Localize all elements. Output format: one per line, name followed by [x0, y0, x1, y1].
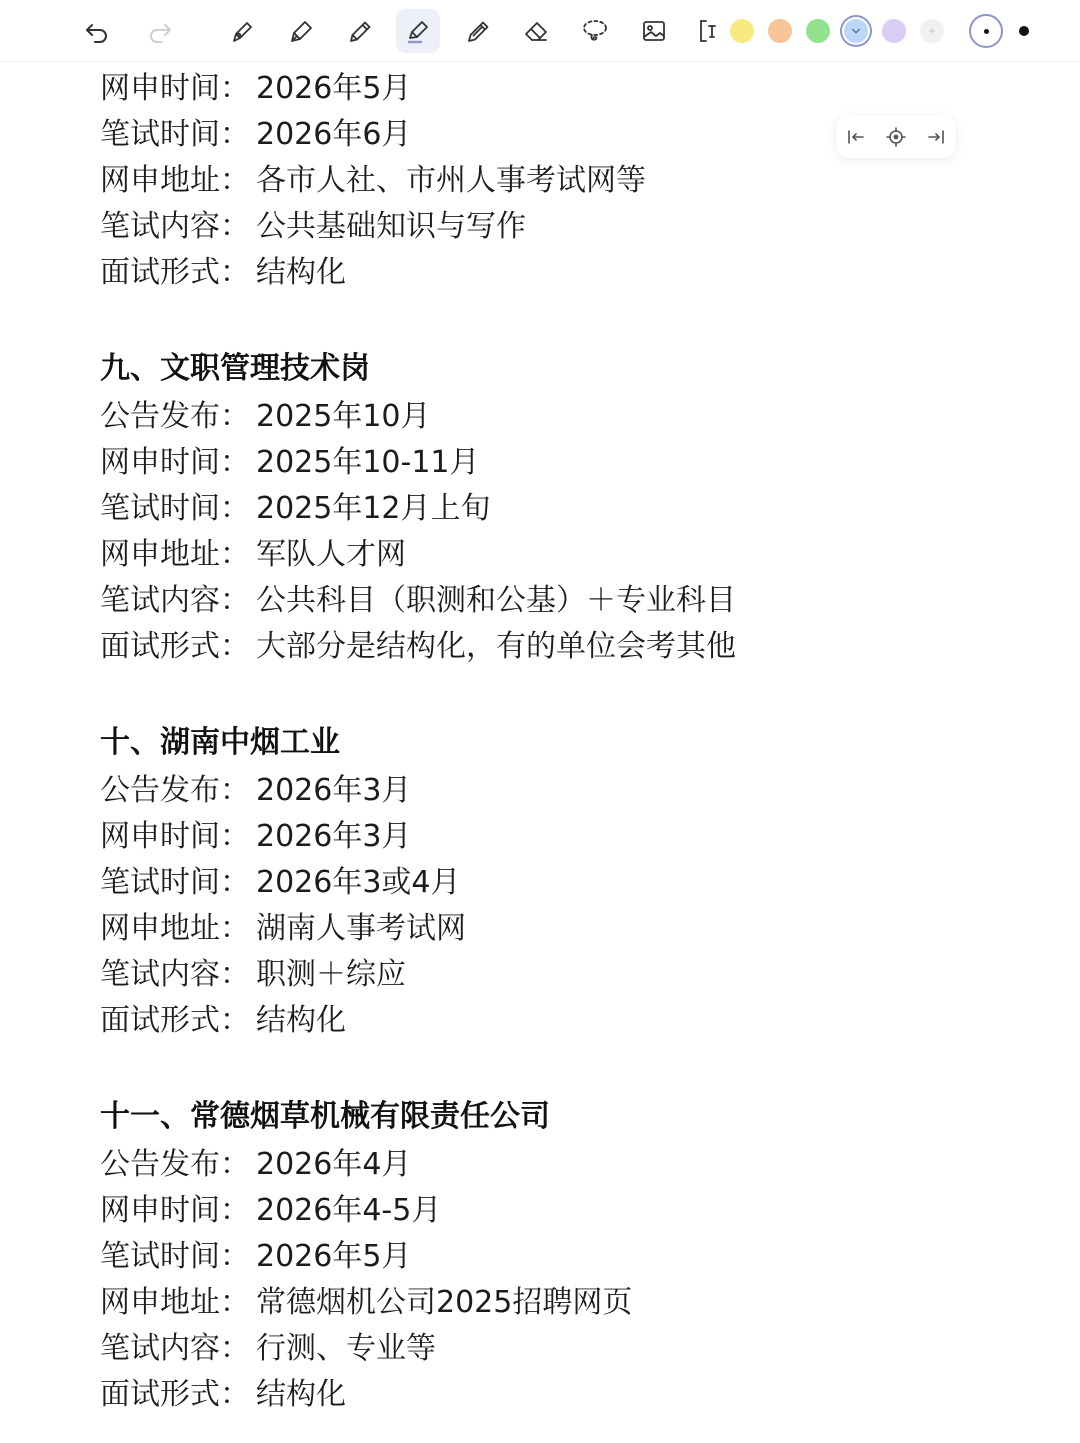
- fountain-pen-icon[interactable]: [279, 9, 323, 53]
- redo-icon[interactable]: [138, 9, 182, 53]
- section-heading: 十、湖南中烟工业: [100, 725, 340, 760]
- info-line: 面试形式： 大部分是结构化，有的单位会考其他: [100, 629, 736, 664]
- color-swatch-green[interactable]: [806, 19, 830, 43]
- info-line: 笔试时间： 2025年12月上旬: [100, 491, 491, 526]
- sparkle-icon: [927, 26, 937, 36]
- info-line: 笔试内容： 职测＋综应: [100, 957, 406, 992]
- note-content[interactable]: [100, 66, 1020, 1418]
- info-line: 笔试时间： 2026年6月: [100, 117, 412, 152]
- color-swatch-yellow[interactable]: [730, 19, 754, 43]
- lasso-icon[interactable]: [573, 9, 617, 53]
- image-icon[interactable]: [632, 9, 676, 53]
- text-box-icon[interactable]: [686, 9, 730, 53]
- info-line: 网申时间： 2025年10-11月: [100, 445, 480, 480]
- color-swatch-custom[interactable]: [920, 19, 944, 43]
- toolbar: [0, 0, 1080, 62]
- info-line: 笔试时间： 2026年5月: [100, 1239, 412, 1274]
- color-swatch-purple[interactable]: [882, 19, 906, 43]
- chevron-down-icon: [851, 26, 861, 36]
- info-line: 笔试内容： 公共科目（职测和公基）＋专业科目: [100, 583, 736, 618]
- info-line: 网申地址： 湖南人事考试网: [100, 911, 466, 946]
- info-line: 面试形式： 结构化: [100, 255, 346, 290]
- info-line: 公告发布： 2026年3月: [100, 773, 412, 808]
- pen-icon[interactable]: [220, 9, 264, 53]
- color-swatch-orange[interactable]: [768, 19, 792, 43]
- pencil-icon[interactable]: [338, 9, 382, 53]
- info-line: 笔试内容： 公共基础知识与写作: [100, 209, 526, 244]
- info-line: 面试形式： 结构化: [100, 1377, 346, 1412]
- info-line: 公告发布： 2026年4月: [100, 1147, 412, 1182]
- undo-icon[interactable]: [75, 9, 119, 53]
- info-line: 网申地址： 各市人社、市州人事考试网等: [100, 163, 646, 198]
- color-swatch-blue[interactable]: [844, 19, 868, 43]
- info-line: 网申地址： 常德烟机公司2025招聘网页: [100, 1285, 633, 1320]
- info-line: 网申时间： 2026年3月: [100, 819, 412, 854]
- info-line: 网申时间： 2026年5月: [100, 71, 412, 106]
- info-line: 面试形式： 结构化: [100, 1003, 346, 1038]
- info-line: 网申时间： 2026年4-5月: [100, 1193, 442, 1228]
- section-heading: 十一、常德烟草机械有限责任公司: [100, 1099, 550, 1134]
- section-heading: 九、文职管理技术岗: [100, 351, 370, 386]
- highlighter-icon[interactable]: [396, 9, 440, 53]
- marker-icon[interactable]: [456, 9, 500, 53]
- info-line: 笔试时间： 2026年3或4月: [100, 865, 461, 900]
- thick-stroke-size[interactable]: [1007, 14, 1041, 48]
- info-line: 笔试内容： 行测、专业等: [100, 1331, 436, 1366]
- eraser-icon[interactable]: [514, 9, 558, 53]
- info-line: 公告发布： 2025年10月: [100, 399, 431, 434]
- thin-stroke-size[interactable]: [969, 14, 1003, 48]
- info-line: 网申地址： 军队人才网: [100, 537, 406, 572]
